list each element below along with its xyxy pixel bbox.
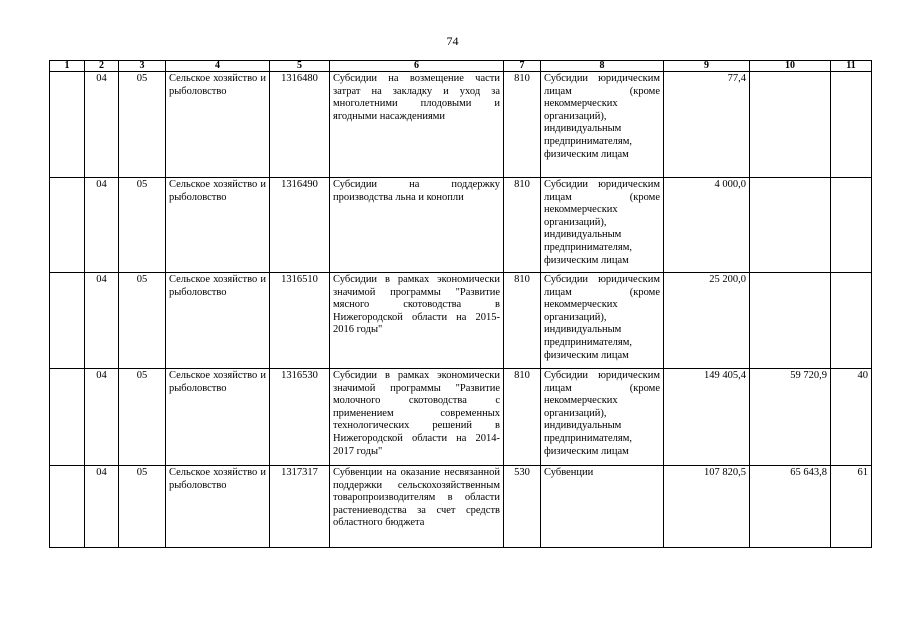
name-cell: Субсидии в рамках экономически значимой программы "Развитие мясного скотоводства в Нижегородской области на 2015-2016 годы" [330, 273, 504, 369]
amount2-cell: 65 643,8 [750, 466, 831, 548]
type-code-cell: 810 [504, 273, 541, 369]
name-cell: Субвенции на оказание несвязанной поддержки сельскохозяйственным товаропроизводителям в области растениеводства за счет средств областного бюджета [330, 466, 504, 548]
amount-cell: 25 200,0 [664, 273, 750, 369]
percent-cell: 40 [831, 369, 872, 466]
column-header: 11 [831, 61, 872, 72]
column-header: 1 [50, 61, 85, 72]
amount2-cell: 59 720,9 [750, 369, 831, 466]
column-header: 9 [664, 61, 750, 72]
subsection-cell: 05 [119, 466, 166, 548]
amount2-cell [750, 72, 831, 178]
type-name-cell: Субсидии юридическим лицам (кроме некоммерческих организаций), индивидуальным предпринимателям, физическим лицам [541, 72, 664, 178]
row-number-cell [50, 273, 85, 369]
type-code-cell: 810 [504, 178, 541, 273]
amount-cell: 149 405,4 [664, 369, 750, 466]
target-code-cell: 1316490 [270, 178, 330, 273]
branch-cell: Сельское хозяйство и рыболовство [166, 369, 270, 466]
amount2-cell [750, 273, 831, 369]
column-header: 6 [330, 61, 504, 72]
section-cell: 04 [85, 273, 119, 369]
table-row [50, 178, 872, 273]
target-code-cell: 1316510 [270, 273, 330, 369]
branch-cell: Сельское хозяйство и рыболовство [166, 273, 270, 369]
branch-cell: Сельское хозяйство и рыболовство [166, 178, 270, 273]
type-name-cell: Субвенции [541, 466, 664, 548]
column-header: 10 [750, 61, 831, 72]
section-cell: 04 [85, 178, 119, 273]
row-number-cell [50, 466, 85, 548]
percent-cell: 61 [831, 466, 872, 548]
page-number: 74 [446, 34, 459, 48]
column-header: 7 [504, 61, 541, 72]
target-code-cell: 1316530 [270, 369, 330, 466]
table-row [50, 369, 872, 466]
column-header: 5 [270, 61, 330, 72]
column-header: 8 [541, 61, 664, 72]
amount-cell: 77,4 [664, 72, 750, 178]
branch-cell: Сельское хозяйство и рыболовство [166, 466, 270, 548]
name-cell: Субсидии в рамках экономически значимой программы "Развитие молочного скотоводства с применением современных технологических решений в Нижегородской области на 2014-2017 годы" [330, 369, 504, 466]
type-code-cell: 810 [504, 72, 541, 178]
amount-cell: 4 000,0 [664, 178, 750, 273]
amount-cell: 107 820,5 [664, 466, 750, 548]
branch-cell: Сельское хозяйство и рыболовство [166, 72, 270, 178]
target-code-cell: 1316480 [270, 72, 330, 178]
percent-cell [831, 273, 872, 369]
type-code-cell: 810 [504, 369, 541, 466]
type-name-cell: Субсидии юридическим лицам (кроме некоммерческих организаций), индивидуальным предпринимателям, физическим лицам [541, 178, 664, 273]
header-row [50, 61, 872, 72]
table-row [50, 72, 872, 178]
percent-cell [831, 178, 872, 273]
row-number-cell [50, 72, 85, 178]
budget-table [49, 60, 872, 548]
percent-cell [831, 72, 872, 178]
name-cell: Субсидии на возмещение части затрат на закладку и уход за многолетними плодовыми и ягодными насаждениями [330, 72, 504, 178]
row-number-cell [50, 369, 85, 466]
subsection-cell: 05 [119, 273, 166, 369]
section-cell: 04 [85, 72, 119, 178]
column-header: 4 [166, 61, 270, 72]
section-cell: 04 [85, 466, 119, 548]
type-name-cell: Субсидии юридическим лицам (кроме некоммерческих организаций), индивидуальным предпринимателям, физическим лицам [541, 369, 664, 466]
section-cell: 04 [85, 369, 119, 466]
table-row [50, 466, 872, 548]
table-row [50, 273, 872, 369]
target-code-cell: 1317317 [270, 466, 330, 548]
subsection-cell: 05 [119, 178, 166, 273]
column-header: 3 [119, 61, 166, 72]
type-name-cell: Субсидии юридическим лицам (кроме некоммерческих организаций), индивидуальным предпринимателям, физическим лицам [541, 273, 664, 369]
column-header: 2 [85, 61, 119, 72]
type-code-cell: 530 [504, 466, 541, 548]
amount2-cell [750, 178, 831, 273]
name-cell: Субсидии на поддержку производства льна и конопли [330, 178, 504, 273]
row-number-cell [50, 178, 85, 273]
subsection-cell: 05 [119, 72, 166, 178]
subsection-cell: 05 [119, 369, 166, 466]
